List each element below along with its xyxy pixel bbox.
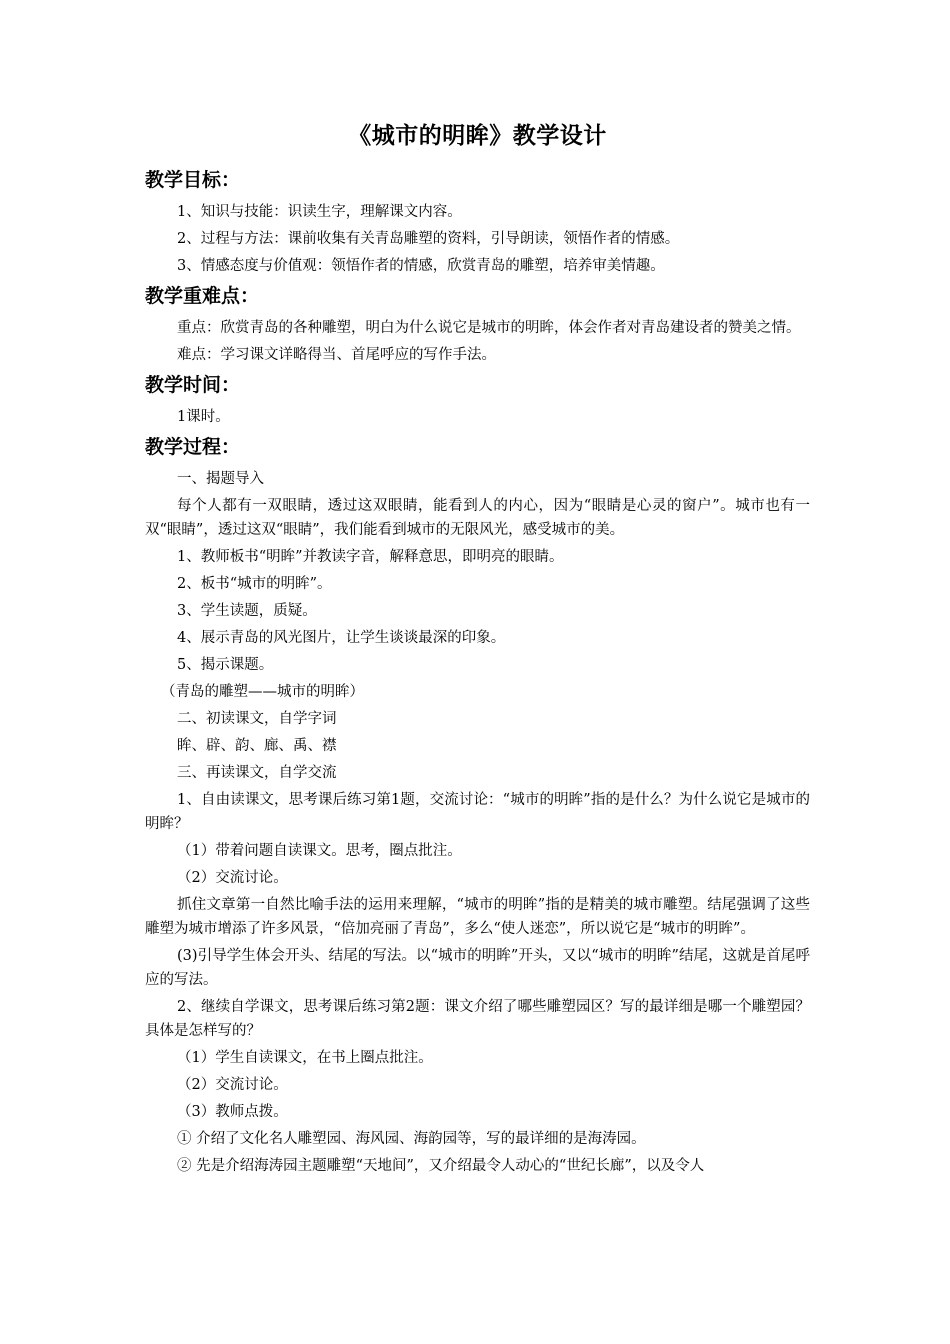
- paragraph: 2、继续自学课文，思考课后练习第2题：课文介绍了哪些雕塑园区？写的最详细是哪一个雕塑园？具体是怎样写的？: [145, 999, 810, 1039]
- paragraph: 1课时。: [177, 409, 230, 425]
- paragraph: 每个人都有一双眼睛，透过这双眼睛，能看到人的内心，因为“眼睛是心灵的窗户”。城市也有一双“眼睛”，透过这双“眼睛”，我们能看到城市的无限风光，感受城市的美。: [145, 498, 810, 538]
- section-process: [145, 433, 810, 1178]
- paragraph: (3)引导学生体会开头、结尾的写法。以“城市的明眸”开头，又以“城市的明眸”结尾，这就是首尾呼应的写法。: [145, 948, 810, 988]
- paragraph: （1）带着问题自读课文。思考，圈点批注。: [177, 843, 462, 859]
- section-heading: 教学过程：: [145, 436, 241, 458]
- section-objectives: [145, 166, 810, 278]
- paragraph: 1、自由读课文，思考课后练习第1题，交流讨论：“城市的明眸”指的是什么？为什么说它是城市的明眸？: [145, 792, 810, 832]
- section-heading: 教学重难点：: [145, 285, 260, 307]
- paragraph: 3、情感态度与价值观：领悟作者的情感，欣赏青岛的雕塑，培养审美情趣。: [177, 258, 665, 274]
- paragraph: 重点：欣赏青岛的各种雕塑，明白为什么说它是城市的明眸，体会作者对青岛建设者的赞美之情。: [177, 320, 801, 336]
- paragraph: 4、展示青岛的风光图片，让学生谈谈最深的印象。: [177, 630, 506, 646]
- paragraph: 3、学生读题，质疑。: [177, 603, 317, 619]
- document-page: [145, 120, 810, 1181]
- paragraph: （2）交流讨论。: [177, 870, 288, 886]
- paragraph: 眸、辟、韵、廊、禹、襟: [177, 738, 337, 754]
- section-key-points: [145, 282, 810, 367]
- paragraph: 抓住文章第一自然比喻手法的运用来理解，“城市的明眸”指的是精美的城市雕塑。结尾强调了这些雕塑为城市增添了许多风景，“倍加亮丽了青岛”，多么“使人迷恋”，所以说它是“城市的明眸”。: [145, 897, 810, 937]
- paragraph: （2）交流讨论。: [177, 1077, 288, 1093]
- paragraph: 一、揭题导入: [177, 471, 264, 487]
- paragraph: 1、教师板书“明眸”并教读字音，解释意思，即明亮的眼睛。: [177, 549, 564, 565]
- paragraph: （3）教师点拨。: [177, 1104, 288, 1120]
- document-title: 《城市的明眸》教学设计: [348, 122, 607, 149]
- paragraph: 二、初读课文，自学字词: [177, 711, 337, 727]
- paragraph: ② 先是介绍海涛园主题雕塑“天地间”，又介绍最令人动心的“世纪长廊”，以及令人: [177, 1158, 705, 1174]
- paragraph: （青岛的雕塑——城市的明眸）: [161, 684, 364, 700]
- paragraph: 三、再读课文，自学交流: [177, 765, 337, 781]
- paragraph: 5、揭示课题。: [177, 657, 274, 673]
- paragraph: 1、知识与技能：识读生字，理解课文内容。: [177, 204, 462, 220]
- paragraph: 难点：学习课文详略得当、首尾呼应的写作手法。: [177, 347, 496, 363]
- paragraph: 2、过程与方法：课前收集有关青岛雕塑的资料，引导朗读，领悟作者的情感。: [177, 231, 680, 247]
- paragraph: ① 介绍了文化名人雕塑园、海风园、海韵园等，写的最详细的是海涛园。: [177, 1131, 646, 1147]
- section-heading: 教学时间：: [145, 374, 241, 396]
- section-heading: 教学目标：: [145, 169, 241, 191]
- paragraph: （1）学生自读课文，在书上圈点批注。: [177, 1050, 433, 1066]
- section-time: [145, 371, 810, 429]
- paragraph: 2、板书“城市的明眸”。: [177, 576, 332, 592]
